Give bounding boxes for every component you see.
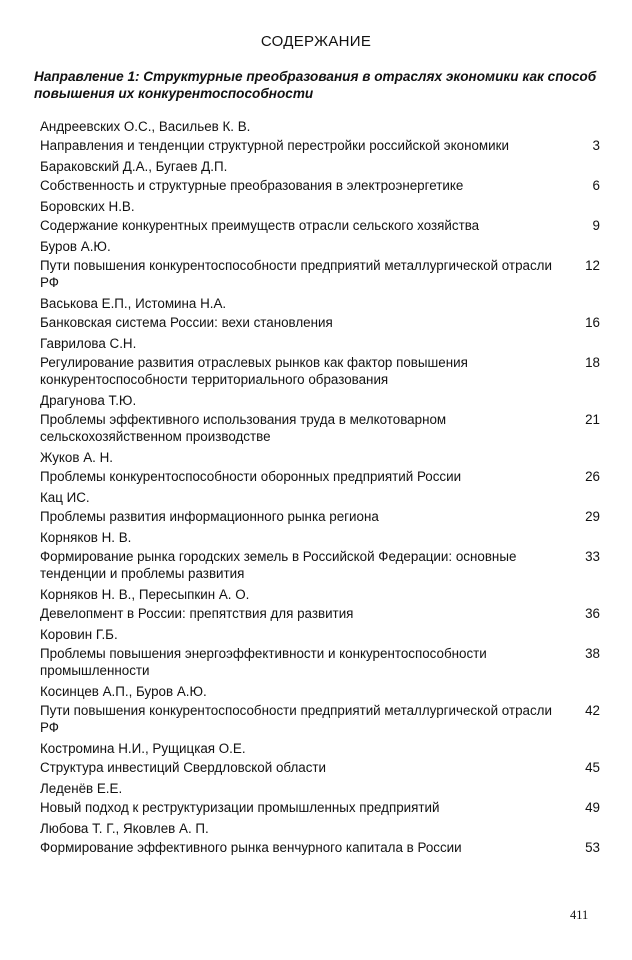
toc-entry-row [40, 137, 600, 157]
toc-entry-author: Боровских Н.В. [40, 199, 135, 214]
toc-entry-row [40, 411, 600, 448]
toc-entry-author: Буров А.Ю. [40, 239, 111, 254]
toc-entry-page: 53 [585, 840, 600, 855]
toc-entry [40, 625, 600, 682]
toc-entry-title: Проблемы повышения энергоэффективности и конкурентоспособности промышленности [40, 646, 487, 678]
toc-entry-row [40, 645, 600, 682]
toc-entry-row [40, 354, 600, 391]
toc-entry-title: Проблемы развития информационного рынка региона [40, 509, 379, 524]
toc-entry-row [40, 702, 600, 739]
toc-entry [40, 585, 600, 625]
toc-entry [40, 488, 600, 528]
toc-entry [40, 157, 600, 197]
toc-entry-page: 12 [585, 258, 600, 273]
page-title: СОДЕРЖАНИЕ [260, 33, 372, 50]
toc-entry-title: Пути повышения конкурентоспособности предприятий металлургической отрасли РФ [40, 258, 552, 290]
toc-entry-title: Формирование эффективного рынка венчурного капитала в России [40, 840, 462, 855]
toc-entry-author: Гаврилова С.Н. [40, 336, 137, 351]
toc-entry [40, 197, 600, 237]
toc-entry-page: 49 [585, 800, 600, 815]
toc-entry-author: Драгунова Т.Ю. [40, 393, 137, 408]
toc-entry-page: 21 [585, 412, 600, 427]
toc-entry-row [40, 314, 600, 334]
toc-entry-author: Жуков А. Н. [40, 450, 113, 465]
toc-entry-title: Проблемы эффективного использования труда в мелкотоварном сельскохозяйственном производстве [40, 412, 447, 444]
toc-entry-title: Девелопмент в России: препятствия для развития [40, 606, 354, 621]
toc-entry-page: 9 [592, 218, 600, 233]
toc-entry-page: 36 [585, 606, 600, 621]
toc-entry [40, 334, 600, 391]
toc-entry-author: Коровин Г.Б. [40, 627, 118, 642]
toc-entry-author: Леденёв Е.Е. [40, 781, 123, 796]
toc-entry [40, 391, 600, 448]
toc-entry-author: Бараковский Д.А., Бугаев Д.П. [40, 159, 228, 174]
section-heading: Направление 1: Структурные преобразования в отраслях экономики как способ повышения их конкурентоспособности [34, 69, 597, 101]
toc-entry-page: 3 [592, 138, 600, 153]
toc-entry-page: 38 [585, 646, 600, 661]
toc-entry-author: Корняков Н. В. [40, 530, 132, 545]
toc-entry-author: Косинцев А.П., Буров А.Ю. [40, 684, 207, 699]
toc-list [40, 117, 600, 859]
toc-entry-page: 33 [585, 549, 600, 564]
toc-entry-author: Корняков Н. В., Пересыпкин А. О. [40, 587, 250, 602]
toc-entry-title: Структура инвестиций Свердловской области [40, 760, 327, 775]
toc-entry-author: Любова Т. Г., Яковлев А. П. [40, 821, 209, 836]
toc-entry-row [40, 468, 600, 488]
toc-entry-title: Проблемы конкурентоспособности оборонных предприятий России [40, 469, 462, 484]
toc-entry-title: Формирование рынка городских земель в Российской Федерации: основные тенденции и проблемы развития [40, 549, 517, 581]
toc-entry-page: 42 [585, 703, 600, 718]
toc-entry [40, 739, 600, 779]
toc-entry-row [40, 177, 600, 197]
toc-entry-row [40, 759, 600, 779]
toc-entry-row [40, 257, 600, 294]
toc-entry-row [40, 605, 600, 625]
toc-entry [40, 237, 600, 294]
toc-entry-title: Содержание конкурентных преимуществ отрасли сельского хозяйства [40, 218, 480, 233]
toc-entry [40, 682, 600, 739]
toc-entry-page: 26 [585, 469, 600, 484]
toc-entry-row [40, 548, 600, 585]
toc-entry-page: 16 [585, 315, 600, 330]
toc-entry-page: 45 [585, 760, 600, 775]
toc-entry [40, 117, 600, 157]
toc-entry-author: Кац ИС. [40, 490, 90, 505]
toc-entry-page: 29 [585, 509, 600, 524]
toc-entry [40, 819, 600, 859]
toc-entry-title: Пути повышения конкурентоспособности предприятий металлургической отрасли РФ [40, 703, 552, 735]
toc-entry [40, 779, 600, 819]
toc-entry-title: Банковская система России: вехи становления [40, 315, 333, 330]
toc-entry-page: 6 [592, 178, 600, 193]
toc-entry-title: Собственность и структурные преобразования в электроэнергетике [40, 178, 464, 193]
toc-entry-page: 18 [585, 355, 600, 370]
toc-entry [40, 528, 600, 585]
toc-entry-row [40, 799, 600, 819]
toc-entry-row [40, 508, 600, 528]
toc-entry-author: Костромина Н.И., Рущицкая О.Е. [40, 741, 246, 756]
toc-entry-row [40, 217, 600, 237]
toc-entry [40, 448, 600, 488]
toc-entry-title: Новый подход к реструктуризации промышленных предприятий [40, 800, 440, 815]
toc-entry-row [40, 839, 600, 859]
toc-entry [40, 294, 600, 334]
page-number: 411 [570, 908, 589, 922]
toc-entry-author: Андреевских О.С., Васильев К. В. [40, 119, 251, 134]
toc-entry-title: Регулирование развития отраслевых рынков как фактор повышения конкурентоспособности территориального образования [40, 355, 468, 387]
toc-entry-title: Направления и тенденции структурной перестройки российской экономики [40, 138, 509, 153]
toc-entry-author: Васькова Е.П., Истомина Н.А. [40, 296, 227, 311]
